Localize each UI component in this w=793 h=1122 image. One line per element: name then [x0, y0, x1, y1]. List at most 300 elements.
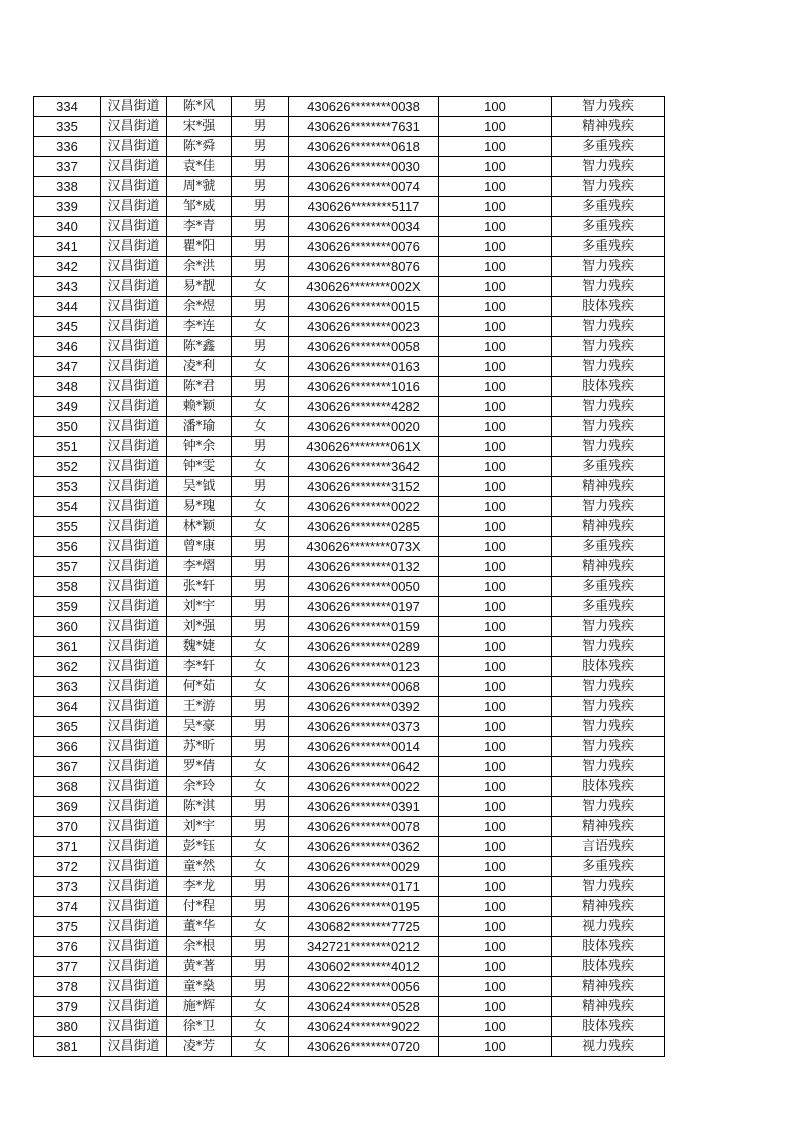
id-number-cell: 430626********0171 [289, 877, 439, 897]
street-cell: 汉昌街道 [101, 597, 167, 617]
disability-type-cell: 多重残疾 [552, 197, 665, 217]
table-row [34, 977, 665, 997]
table-row [34, 317, 665, 337]
row-number-cell: 361 [34, 637, 101, 657]
street-cell: 汉昌街道 [101, 517, 167, 537]
name-cell: 陈*淇 [167, 797, 232, 817]
street-cell: 汉昌街道 [101, 397, 167, 417]
gender-cell: 男 [232, 197, 289, 217]
row-number-cell: 376 [34, 937, 101, 957]
amount-cell: 100 [439, 317, 552, 337]
name-cell: 付*程 [167, 897, 232, 917]
amount-cell: 100 [439, 1017, 552, 1037]
gender-cell: 女 [232, 1037, 289, 1057]
street-cell: 汉昌街道 [101, 177, 167, 197]
amount-cell: 100 [439, 297, 552, 317]
table-row [34, 597, 665, 617]
table-row [34, 197, 665, 217]
amount-cell: 100 [439, 497, 552, 517]
row-number-cell: 373 [34, 877, 101, 897]
table-row [34, 777, 665, 797]
disability-subsidy-table [33, 96, 665, 1057]
id-number-cell: 430626********0038 [289, 97, 439, 117]
row-number-cell: 336 [34, 137, 101, 157]
name-cell: 余*玲 [167, 777, 232, 797]
id-number-cell: 430626********7631 [289, 117, 439, 137]
disability-type-cell: 多重残疾 [552, 137, 665, 157]
amount-cell: 100 [439, 797, 552, 817]
disability-type-cell: 智力残疾 [552, 677, 665, 697]
disability-type-cell: 多重残疾 [552, 457, 665, 477]
id-number-cell: 430626********0362 [289, 837, 439, 857]
row-number-cell: 351 [34, 437, 101, 457]
street-cell: 汉昌街道 [101, 137, 167, 157]
name-cell: 陈*君 [167, 377, 232, 397]
name-cell: 李*青 [167, 217, 232, 237]
id-number-cell: 430626********3642 [289, 457, 439, 477]
table-row [34, 277, 665, 297]
gender-cell: 男 [232, 97, 289, 117]
id-number-cell: 430626********073X [289, 537, 439, 557]
disability-type-cell: 视力残疾 [552, 917, 665, 937]
street-cell: 汉昌街道 [101, 117, 167, 137]
disability-type-cell: 智力残疾 [552, 697, 665, 717]
amount-cell: 100 [439, 1037, 552, 1057]
name-cell: 赖*颖 [167, 397, 232, 417]
table-row [34, 997, 665, 1017]
row-number-cell: 378 [34, 977, 101, 997]
street-cell: 汉昌街道 [101, 357, 167, 377]
name-cell: 凌*利 [167, 357, 232, 377]
street-cell: 汉昌街道 [101, 477, 167, 497]
disability-type-cell: 多重残疾 [552, 597, 665, 617]
table-row [34, 117, 665, 137]
street-cell: 汉昌街道 [101, 257, 167, 277]
name-cell: 吴*钺 [167, 477, 232, 497]
name-cell: 刘*强 [167, 617, 232, 637]
amount-cell: 100 [439, 197, 552, 217]
name-cell: 钟*余 [167, 437, 232, 457]
id-number-cell: 430626********0123 [289, 657, 439, 677]
gender-cell: 女 [232, 497, 289, 517]
disability-type-cell: 精神残疾 [552, 477, 665, 497]
id-number-cell: 430626********8076 [289, 257, 439, 277]
gender-cell: 男 [232, 557, 289, 577]
street-cell: 汉昌街道 [101, 897, 167, 917]
name-cell: 刘*宇 [167, 817, 232, 837]
id-number-cell: 430626********0074 [289, 177, 439, 197]
name-cell: 黄*著 [167, 957, 232, 977]
table-row [34, 637, 665, 657]
id-number-cell: 430626********0076 [289, 237, 439, 257]
street-cell: 汉昌街道 [101, 537, 167, 557]
gender-cell: 男 [232, 257, 289, 277]
gender-cell: 男 [232, 817, 289, 837]
table-row [34, 757, 665, 777]
amount-cell: 100 [439, 97, 552, 117]
name-cell: 袁*佳 [167, 157, 232, 177]
name-cell: 钟*雯 [167, 457, 232, 477]
disability-type-cell: 智力残疾 [552, 97, 665, 117]
street-cell: 汉昌街道 [101, 857, 167, 877]
disability-type-cell: 精神残疾 [552, 117, 665, 137]
name-cell: 刘*宇 [167, 597, 232, 617]
row-number-cell: 347 [34, 357, 101, 377]
gender-cell: 女 [232, 857, 289, 877]
row-number-cell: 374 [34, 897, 101, 917]
street-cell: 汉昌街道 [101, 757, 167, 777]
name-cell: 李*熠 [167, 557, 232, 577]
name-cell: 邹*威 [167, 197, 232, 217]
gender-cell: 男 [232, 897, 289, 917]
name-cell: 李*轩 [167, 657, 232, 677]
table-row [34, 897, 665, 917]
disability-type-cell: 精神残疾 [552, 517, 665, 537]
row-number-cell: 349 [34, 397, 101, 417]
amount-cell: 100 [439, 237, 552, 257]
id-number-cell: 430626********3152 [289, 477, 439, 497]
id-number-cell: 430626********002X [289, 277, 439, 297]
id-number-cell: 430626********0373 [289, 717, 439, 737]
name-cell: 曾*康 [167, 537, 232, 557]
table-row [34, 517, 665, 537]
table-row [34, 797, 665, 817]
street-cell: 汉昌街道 [101, 337, 167, 357]
disability-type-cell: 精神残疾 [552, 997, 665, 1017]
id-number-cell: 430626********0058 [289, 337, 439, 357]
street-cell: 汉昌街道 [101, 197, 167, 217]
row-number-cell: 360 [34, 617, 101, 637]
row-number-cell: 375 [34, 917, 101, 937]
gender-cell: 女 [232, 517, 289, 537]
table-row [34, 297, 665, 317]
table-row [34, 417, 665, 437]
street-cell: 汉昌街道 [101, 217, 167, 237]
table-row [34, 177, 665, 197]
disability-type-cell: 智力残疾 [552, 157, 665, 177]
name-cell: 李*连 [167, 317, 232, 337]
disability-type-cell: 言语残疾 [552, 837, 665, 857]
disability-type-cell: 肢体残疾 [552, 1017, 665, 1037]
amount-cell: 100 [439, 457, 552, 477]
disability-type-cell: 智力残疾 [552, 277, 665, 297]
row-number-cell: 346 [34, 337, 101, 357]
table-row [34, 537, 665, 557]
disability-type-cell: 多重残疾 [552, 217, 665, 237]
name-cell: 周*虢 [167, 177, 232, 197]
street-cell: 汉昌街道 [101, 717, 167, 737]
gender-cell: 女 [232, 777, 289, 797]
amount-cell: 100 [439, 937, 552, 957]
street-cell: 汉昌街道 [101, 457, 167, 477]
id-number-cell: 430626********0034 [289, 217, 439, 237]
gender-cell: 男 [232, 697, 289, 717]
table-row [34, 137, 665, 157]
table-row [34, 237, 665, 257]
id-number-cell: 430626********0078 [289, 817, 439, 837]
gender-cell: 女 [232, 837, 289, 857]
street-cell: 汉昌街道 [101, 237, 167, 257]
gender-cell: 女 [232, 997, 289, 1017]
id-number-cell: 430626********0720 [289, 1037, 439, 1057]
row-number-cell: 377 [34, 957, 101, 977]
id-number-cell: 430626********0020 [289, 417, 439, 437]
table-row [34, 557, 665, 577]
amount-cell: 100 [439, 257, 552, 277]
disability-type-cell: 肢体残疾 [552, 777, 665, 797]
row-number-cell: 335 [34, 117, 101, 137]
table-row [34, 857, 665, 877]
table-row [34, 877, 665, 897]
name-cell: 苏*昕 [167, 737, 232, 757]
gender-cell: 男 [232, 937, 289, 957]
id-number-cell: 430626********0391 [289, 797, 439, 817]
amount-cell: 100 [439, 377, 552, 397]
table-row [34, 817, 665, 837]
row-number-cell: 353 [34, 477, 101, 497]
street-cell: 汉昌街道 [101, 1017, 167, 1037]
amount-cell: 100 [439, 697, 552, 717]
disability-type-cell: 智力残疾 [552, 437, 665, 457]
gender-cell: 男 [232, 797, 289, 817]
street-cell: 汉昌街道 [101, 557, 167, 577]
row-number-cell: 381 [34, 1037, 101, 1057]
amount-cell: 100 [439, 737, 552, 757]
disability-type-cell: 智力残疾 [552, 637, 665, 657]
name-cell: 徐*卫 [167, 1017, 232, 1037]
gender-cell: 女 [232, 757, 289, 777]
amount-cell: 100 [439, 517, 552, 537]
gender-cell: 男 [232, 237, 289, 257]
gender-cell: 男 [232, 437, 289, 457]
gender-cell: 男 [232, 877, 289, 897]
amount-cell: 100 [439, 837, 552, 857]
table-row [34, 337, 665, 357]
disability-type-cell: 精神残疾 [552, 557, 665, 577]
row-number-cell: 370 [34, 817, 101, 837]
row-number-cell: 350 [34, 417, 101, 437]
name-cell: 罗*倩 [167, 757, 232, 777]
gender-cell: 女 [232, 1017, 289, 1037]
row-number-cell: 366 [34, 737, 101, 757]
id-number-cell: 430626********0195 [289, 897, 439, 917]
table-row [34, 717, 665, 737]
id-number-cell: 430626********061X [289, 437, 439, 457]
id-number-cell: 430626********1016 [289, 377, 439, 397]
name-cell: 李*龙 [167, 877, 232, 897]
street-cell: 汉昌街道 [101, 957, 167, 977]
row-number-cell: 359 [34, 597, 101, 617]
gender-cell: 女 [232, 457, 289, 477]
gender-cell: 男 [232, 177, 289, 197]
gender-cell: 男 [232, 337, 289, 357]
amount-cell: 100 [439, 557, 552, 577]
amount-cell: 100 [439, 857, 552, 877]
name-cell: 张*轩 [167, 577, 232, 597]
disability-type-cell: 肢体残疾 [552, 937, 665, 957]
id-number-cell: 430626********0068 [289, 677, 439, 697]
table-row [34, 257, 665, 277]
row-number-cell: 337 [34, 157, 101, 177]
disability-type-cell: 精神残疾 [552, 977, 665, 997]
disability-type-cell: 多重残疾 [552, 537, 665, 557]
table-row [34, 917, 665, 937]
id-number-cell: 430626********0029 [289, 857, 439, 877]
table-row [34, 697, 665, 717]
street-cell: 汉昌街道 [101, 677, 167, 697]
disability-type-cell: 肢体残疾 [552, 957, 665, 977]
row-number-cell: 340 [34, 217, 101, 237]
street-cell: 汉昌街道 [101, 817, 167, 837]
id-number-cell: 430622********0056 [289, 977, 439, 997]
amount-cell: 100 [439, 277, 552, 297]
table-row [34, 837, 665, 857]
street-cell: 汉昌街道 [101, 317, 167, 337]
row-number-cell: 363 [34, 677, 101, 697]
amount-cell: 100 [439, 397, 552, 417]
name-cell: 余*根 [167, 937, 232, 957]
street-cell: 汉昌街道 [101, 617, 167, 637]
id-number-cell: 430626********5117 [289, 197, 439, 217]
name-cell: 易*瑰 [167, 497, 232, 517]
table-row [34, 377, 665, 397]
disability-type-cell: 智力残疾 [552, 617, 665, 637]
row-number-cell: 380 [34, 1017, 101, 1037]
table-row [34, 1037, 665, 1057]
table-body [34, 97, 665, 1057]
amount-cell: 100 [439, 997, 552, 1017]
gender-cell: 男 [232, 957, 289, 977]
disability-type-cell: 智力残疾 [552, 337, 665, 357]
id-number-cell: 430626********0132 [289, 557, 439, 577]
id-number-cell: 430602********4012 [289, 957, 439, 977]
street-cell: 汉昌街道 [101, 777, 167, 797]
id-number-cell: 430626********0159 [289, 617, 439, 637]
id-number-cell: 430626********4282 [289, 397, 439, 417]
street-cell: 汉昌街道 [101, 297, 167, 317]
id-number-cell: 430682********7725 [289, 917, 439, 937]
amount-cell: 100 [439, 677, 552, 697]
street-cell: 汉昌街道 [101, 837, 167, 857]
disability-type-cell: 视力残疾 [552, 1037, 665, 1057]
disability-type-cell: 智力残疾 [552, 417, 665, 437]
gender-cell: 男 [232, 597, 289, 617]
id-number-cell: 342721********0212 [289, 937, 439, 957]
name-cell: 陈*鑫 [167, 337, 232, 357]
row-number-cell: 344 [34, 297, 101, 317]
id-number-cell: 430626********0392 [289, 697, 439, 717]
table-row [34, 457, 665, 477]
name-cell: 王*游 [167, 697, 232, 717]
street-cell: 汉昌街道 [101, 657, 167, 677]
table-row [34, 397, 665, 417]
street-cell: 汉昌街道 [101, 917, 167, 937]
amount-cell: 100 [439, 437, 552, 457]
row-number-cell: 348 [34, 377, 101, 397]
row-number-cell: 345 [34, 317, 101, 337]
street-cell: 汉昌街道 [101, 797, 167, 817]
name-cell: 魏*婕 [167, 637, 232, 657]
table-row [34, 937, 665, 957]
gender-cell: 男 [232, 717, 289, 737]
name-cell: 陈*舜 [167, 137, 232, 157]
table-row [34, 737, 665, 757]
gender-cell: 男 [232, 617, 289, 637]
name-cell: 余*煜 [167, 297, 232, 317]
amount-cell: 100 [439, 977, 552, 997]
amount-cell: 100 [439, 537, 552, 557]
name-cell: 宋*强 [167, 117, 232, 137]
id-number-cell: 430626********0014 [289, 737, 439, 757]
amount-cell: 100 [439, 337, 552, 357]
name-cell: 林*颖 [167, 517, 232, 537]
gender-cell: 女 [232, 917, 289, 937]
disability-type-cell: 精神残疾 [552, 817, 665, 837]
row-number-cell: 369 [34, 797, 101, 817]
disability-type-cell: 智力残疾 [552, 177, 665, 197]
street-cell: 汉昌街道 [101, 437, 167, 457]
street-cell: 汉昌街道 [101, 497, 167, 517]
table-row [34, 617, 665, 637]
id-number-cell: 430626********0022 [289, 497, 439, 517]
id-number-cell: 430626********0285 [289, 517, 439, 537]
row-number-cell: 379 [34, 997, 101, 1017]
row-number-cell: 343 [34, 277, 101, 297]
name-cell: 瞿*阳 [167, 237, 232, 257]
id-number-cell: 430626********0015 [289, 297, 439, 317]
amount-cell: 100 [439, 897, 552, 917]
amount-cell: 100 [439, 757, 552, 777]
disability-type-cell: 智力残疾 [552, 717, 665, 737]
name-cell: 童*然 [167, 857, 232, 877]
table-row [34, 657, 665, 677]
amount-cell: 100 [439, 417, 552, 437]
disability-type-cell: 智力残疾 [552, 497, 665, 517]
amount-cell: 100 [439, 917, 552, 937]
table-row [34, 677, 665, 697]
gender-cell: 女 [232, 417, 289, 437]
street-cell: 汉昌街道 [101, 937, 167, 957]
id-number-cell: 430626********0022 [289, 777, 439, 797]
row-number-cell: 356 [34, 537, 101, 557]
street-cell: 汉昌街道 [101, 637, 167, 657]
gender-cell: 男 [232, 737, 289, 757]
amount-cell: 100 [439, 617, 552, 637]
street-cell: 汉昌街道 [101, 417, 167, 437]
gender-cell: 男 [232, 977, 289, 997]
gender-cell: 男 [232, 377, 289, 397]
table-row [34, 957, 665, 977]
disability-type-cell: 智力残疾 [552, 317, 665, 337]
id-number-cell: 430626********0289 [289, 637, 439, 657]
amount-cell: 100 [439, 597, 552, 617]
gender-cell: 女 [232, 657, 289, 677]
row-number-cell: 341 [34, 237, 101, 257]
row-number-cell: 352 [34, 457, 101, 477]
disability-type-cell: 多重残疾 [552, 237, 665, 257]
disability-type-cell: 智力残疾 [552, 797, 665, 817]
row-number-cell: 362 [34, 657, 101, 677]
disability-type-cell: 精神残疾 [552, 897, 665, 917]
row-number-cell: 338 [34, 177, 101, 197]
amount-cell: 100 [439, 577, 552, 597]
row-number-cell: 357 [34, 557, 101, 577]
gender-cell: 女 [232, 317, 289, 337]
disability-type-cell: 智力残疾 [552, 397, 665, 417]
street-cell: 汉昌街道 [101, 577, 167, 597]
row-number-cell: 371 [34, 837, 101, 857]
row-number-cell: 342 [34, 257, 101, 277]
